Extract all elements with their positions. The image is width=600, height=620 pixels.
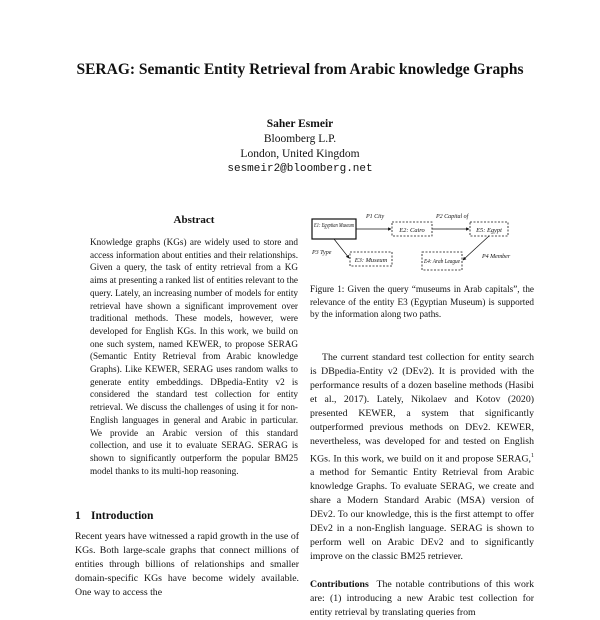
edge-p2-label: P2 Capital of [436,214,469,220]
node-e4-label: E4: Arab League [423,258,461,265]
node-e3-label: E3: Museum [354,257,388,264]
section-heading [75,510,295,522]
abstract-heading: Abstract [173,214,215,226]
contributions-heading: Contributions [310,579,369,590]
intro-paragraph-right [310,351,534,564]
author-affiliation: Bloomberg L.P. [263,133,337,145]
node-e2-label: E2: Cairo [399,227,425,234]
edge-p3-label: P3 Type [312,250,332,256]
figure-knowledge-graph [310,210,534,280]
edge-p1-label: P1 City [366,214,385,220]
figure-caption: Figure 1: Given the query “museums in Arab capitals”, the relevance of the entity E3 (Egyptian Museum) is supported by the information along two paths. [310,284,534,320]
edge-p3 [334,239,349,258]
author-location: London, United Kingdom [240,148,360,160]
footnote-mark: 1 [531,453,534,459]
edge-p4-label: P4 Member [482,254,511,260]
contributions-text: The notable contributions of this work are: (1) introducing a new Arabic test collection for entity retrieval by translating queries from [310,579,535,618]
paper-title: SERAG: Semantic Entity Retrieval from Arabic knowledge Graphs [76,61,524,78]
node-e5-label: E5: Egypt [476,227,502,234]
paragraph-text-continued: a method for Semantic Entity Retrieval from Arabic knowledge Graphs. To evaluate SERAG, we create and share a Modern Standard Arabic (MSA) version of DEv2. To our knowledge, this is the first attempt to offer DEv2 in a non-English language. SERAG is shown to perform well on Arabic DEv2 and to significantly improve on the classic BM25 retriever. [310,467,534,563]
abstract-text: Knowledge graphs (KGs) are widely used to store and access information about entities and their relationships. Given a query, the task of entity retrieval from a KG aims at presenting a ranked list of entities relevant to the query. Lately, an increasing number of models for entity retrieval have shown a significant improvement over traditional methods. These models, however, were developed for English KGs. In this work, we build on one such system, named KEWER, to propose SERAG (Semantic Entity Retrieval from Arabic knowledge Graphs). Like KEWER, SERAG uses random walks to generate entity embeddings. DBpedia-Entity v2 is considered the standard test collection for entity retrieval. We discuss the challenges of using it for non-English languages in general and Arabic in particular. We provide an Arabic version of this standard collection, and use it to evaluate SERAG. SERAG is shown to significantly outperform the popular BM25 model thanks to its multi-hop reasoning. [90,237,298,476]
node-e1-label: E1: Egyptian Museum [313,222,355,229]
introduction-text: Recent years have witnessed a rapid growth in the use of KGs. Both large-scale graphs that connect millions of entities through billions of relationships and smaller domain-specific KGs have become widely available. One way to access the [75,531,299,598]
contributions-paragraph [310,578,534,620]
section-title: Introduction [91,510,154,522]
author-block [0,117,600,177]
section-number: 1 [75,510,81,522]
author-name: Saher Esmeir [266,118,334,130]
author-email: sesmeir2@bloomberg.net [227,163,373,175]
paragraph-text: The current standard test collection for entity search is DBpedia-Entity v2 (DEv2). It is provided with the performance results of a dozen baseline methods (Hasibi et al., 2017). Lately, Nikolaev and Kotov (2020) presented KEWER, a system that significantly outperformed previous methods on DEv2. KEWER, nevertheless, was developed for and tested on English KGs. In this work, we build on it and propose SERAG, [310,352,534,465]
